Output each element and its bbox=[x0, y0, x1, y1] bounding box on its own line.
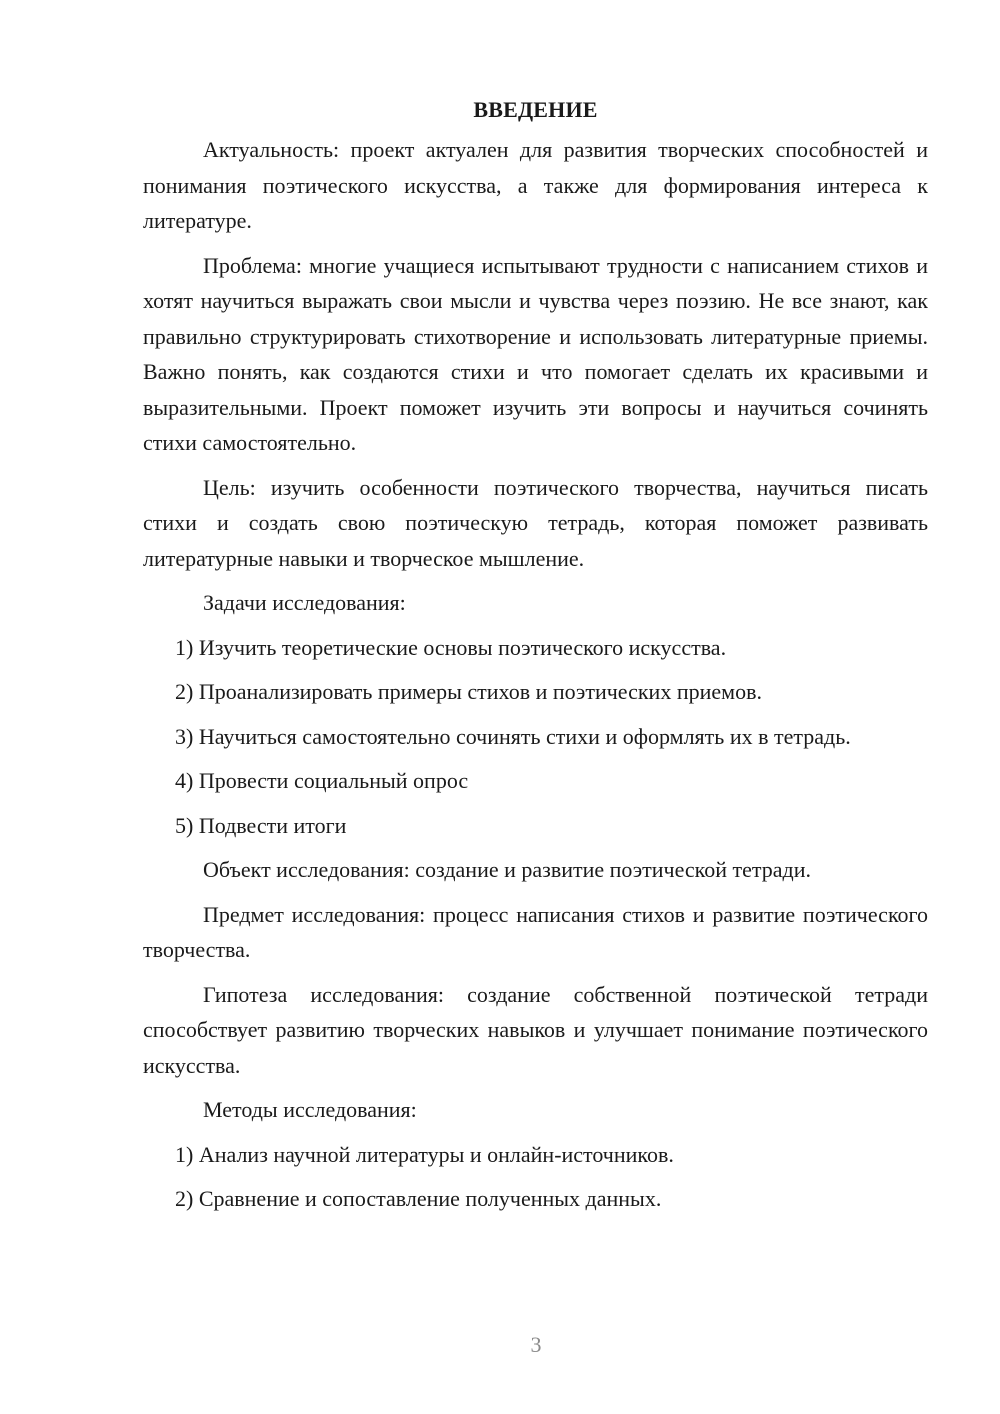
page-number: 3 bbox=[530, 1332, 542, 1357]
relevance-paragraph: Актуальность: проект актуален для развития творческих способностей и понимания поэтического искусства, а также для формирования интереса к литературе. bbox=[143, 137, 928, 233]
goal-paragraph: Цель: изучить особенности поэтического творчества, научиться писать стихи и создать свою поэтическую тетрадь, которая поможет развивать литературные навыки и творческое мышление. bbox=[143, 474, 928, 571]
hypothesis-paragraph: Гипотеза исследования: создание собственной поэтической тетради способствует развитию творческих навыков и улучшает понимание поэтического искусства. bbox=[143, 981, 928, 1078]
methods-heading: Методы исследования: bbox=[203, 1097, 417, 1122]
object-paragraph: Объект исследования: создание и развитие поэтической тетради. bbox=[203, 857, 811, 882]
task-item-5: 5) Подвести итоги bbox=[175, 812, 347, 838]
section-title: ВВЕДЕНИЕ bbox=[473, 97, 598, 122]
task-item-3: 3) Научиться самостоятельно сочинять стихи и оформлять их в тетрадь. bbox=[175, 723, 851, 749]
problem-paragraph: Проблема: многие учащиеся испытывают трудности с написанием стихов и хотят научиться выражать свои мысли и чувства через поэзию. Не все знают, как правильно структурировать стихотворение и использовать литературные приемы. Важно понять, как создаются стихи и что помогает сделать их красивыми и выразительными. Проект поможет изучить эти вопросы и научиться сочинять стихи самостоятельно. bbox=[143, 252, 928, 455]
method-item-2: 2) Сравнение и сопоставление полученных данных. bbox=[175, 1186, 662, 1211]
document-page bbox=[143, 92, 928, 1226]
method-item-1: 1) Анализ научной литературы и онлайн-источников. bbox=[175, 1141, 674, 1167]
task-item-2: 2) Проанализировать примеры стихов и поэтических приемов. bbox=[175, 679, 762, 704]
task-item-1: 1) Изучить теоретические основы поэтического искусства. bbox=[175, 634, 727, 660]
task-item-4: 4) Провести социальный опрос bbox=[175, 768, 469, 793]
tasks-heading: Задачи исследования: bbox=[203, 590, 406, 615]
subject-paragraph: Предмет исследования: процесс написания стихов и развитие поэтического творчества. bbox=[143, 901, 928, 962]
